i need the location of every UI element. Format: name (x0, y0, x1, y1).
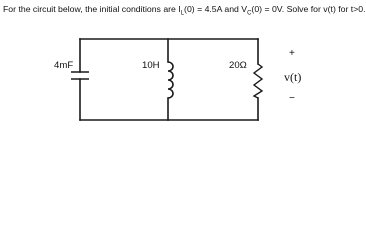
problem-text-mid: (0) = 4.5A and V (184, 4, 248, 14)
resistor-label: 20Ω (229, 60, 247, 71)
voltage-plus-sign: + (289, 48, 295, 59)
inductor-label: 10H (142, 60, 160, 71)
problem-text-prefix: For the circuit below, the initial conditions are I (3, 4, 181, 14)
resistor-symbol (254, 64, 262, 98)
capacitor-label: 4mF (54, 60, 74, 71)
inductor-symbol (168, 62, 173, 98)
capacitor-symbol (71, 72, 89, 79)
subscript-l: L (180, 10, 185, 17)
voltage-label: v(t) (284, 70, 302, 84)
voltage-minus-sign: − (289, 93, 295, 104)
problem-text-suffix: (0) = 0V. Solve for v(t) for t>0. (251, 4, 366, 14)
subscript-c: C (247, 10, 252, 17)
